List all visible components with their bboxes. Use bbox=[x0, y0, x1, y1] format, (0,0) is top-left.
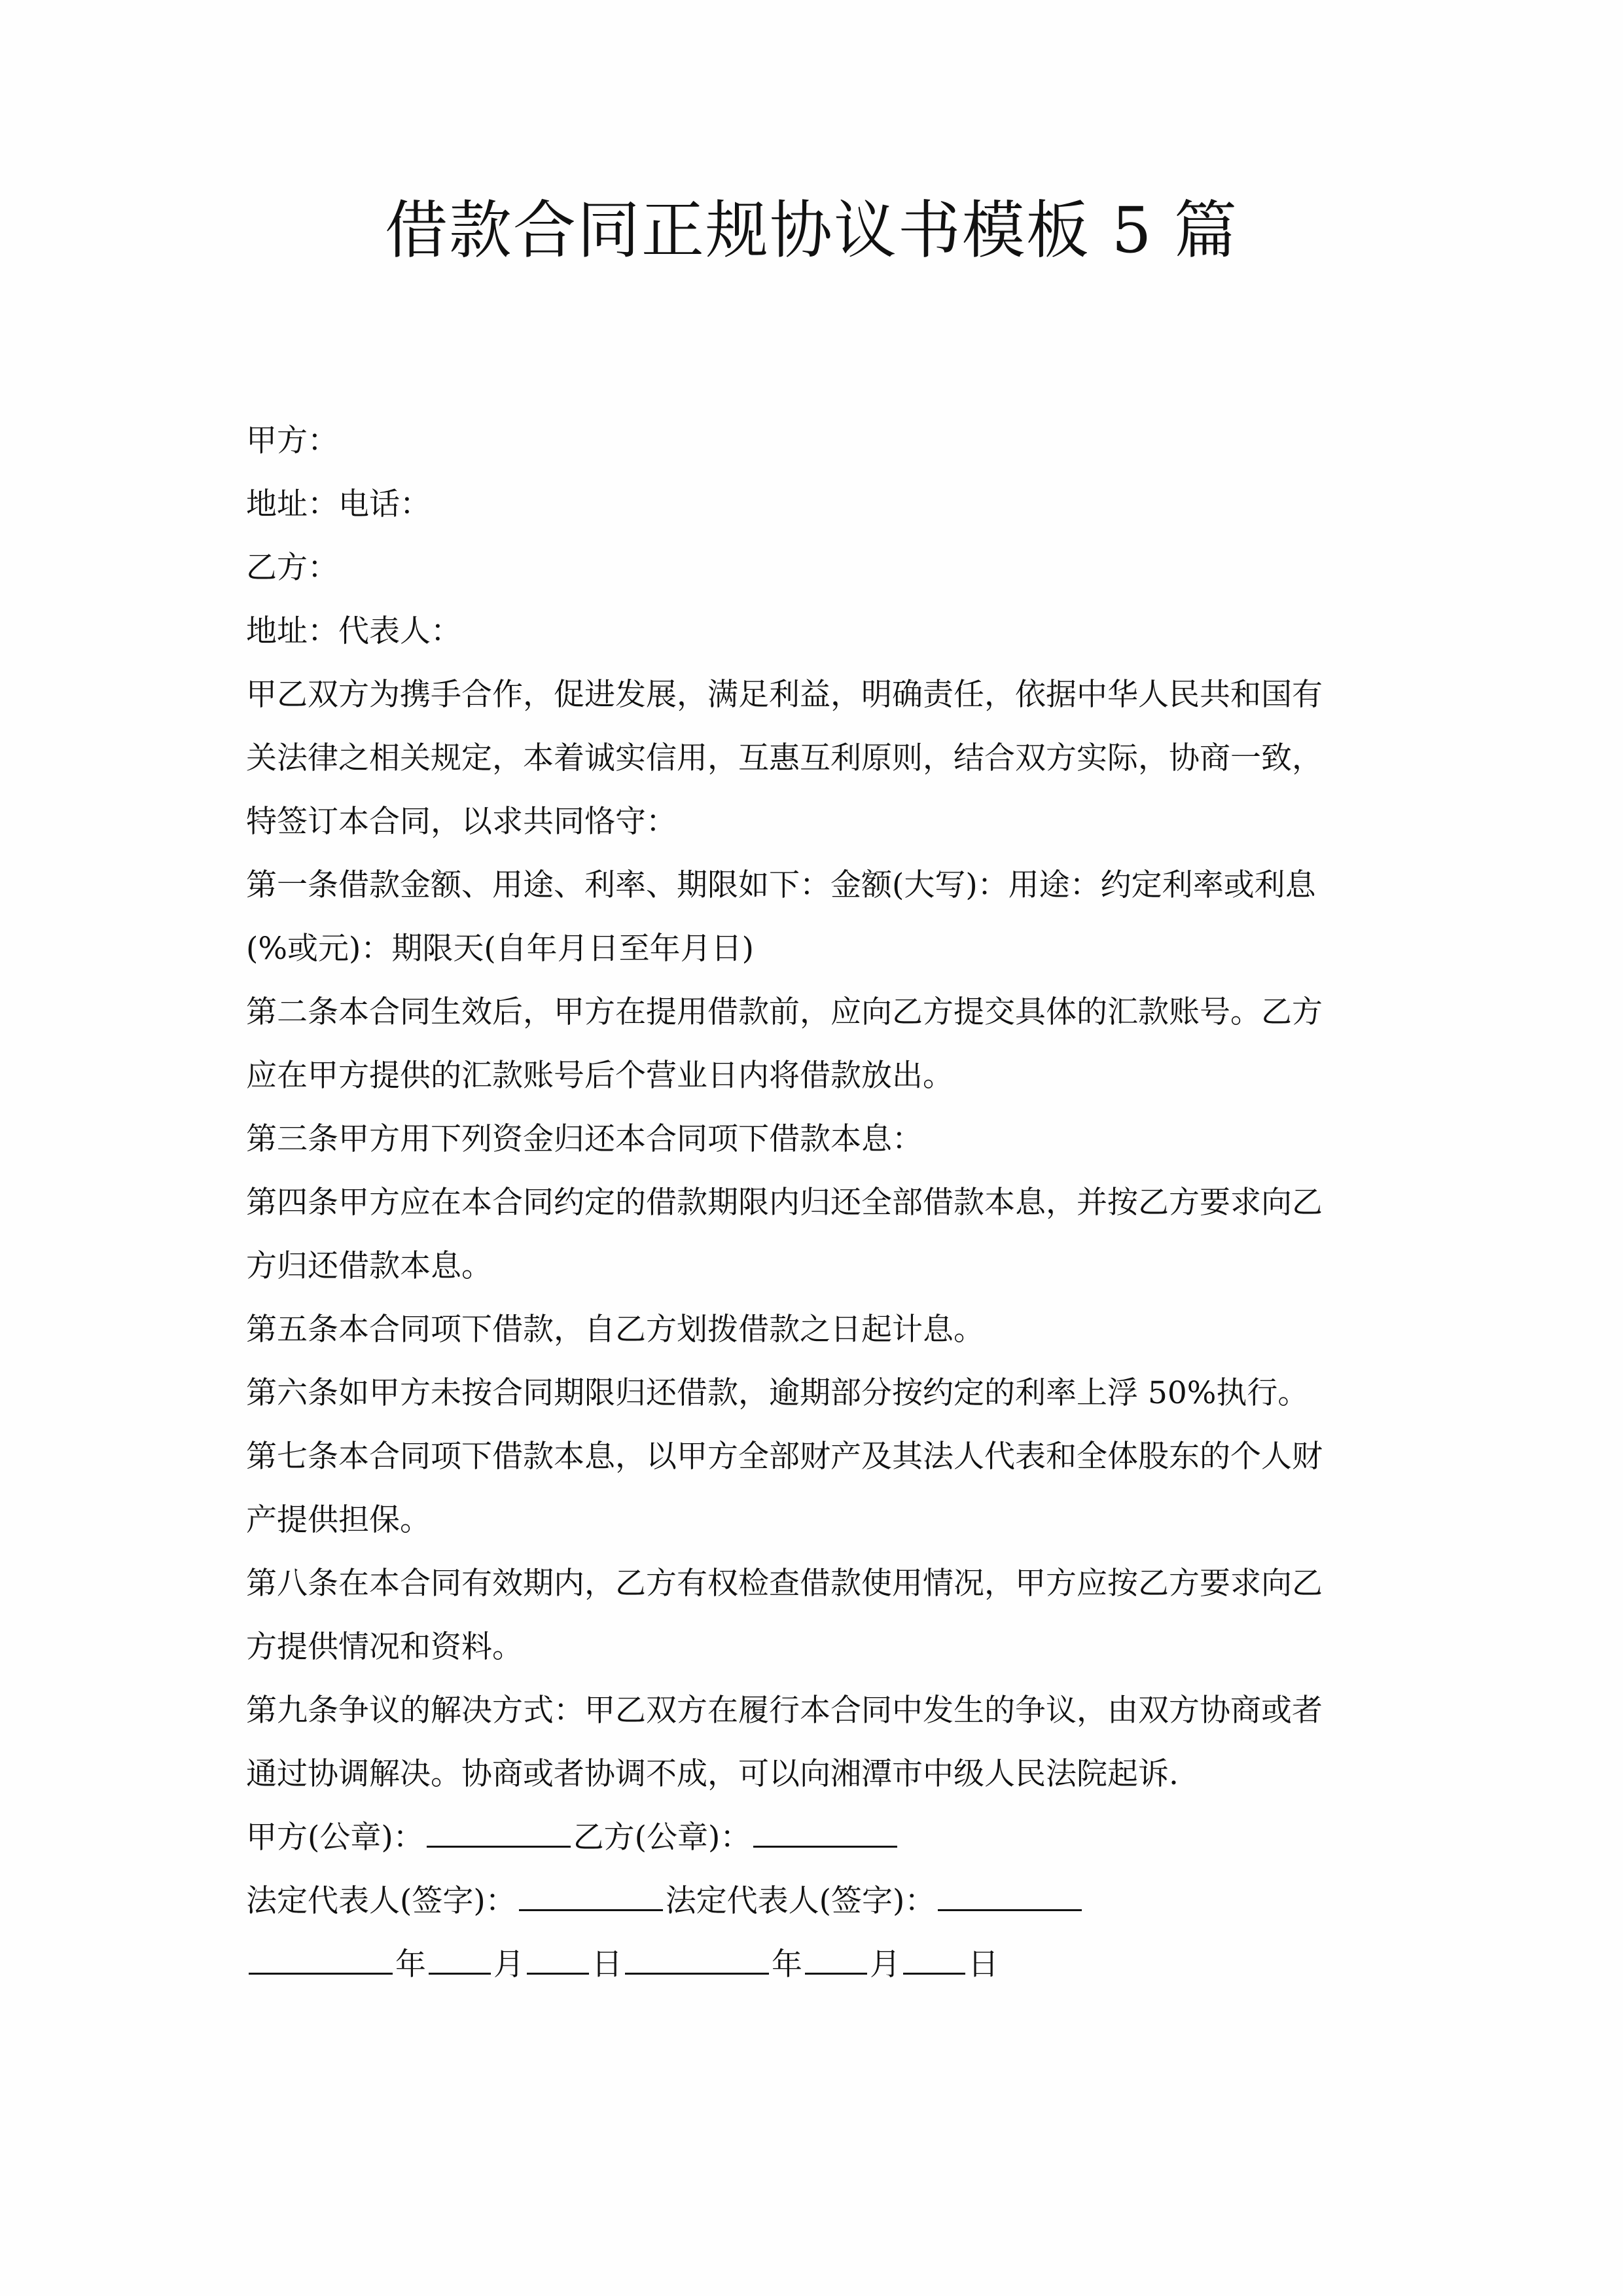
article-line: 第二条本合同生效后，甲方在提用借款前，应向乙方提交具体的汇款账号。乙方 bbox=[246, 994, 1323, 1030]
party-a-rep-label: 法定代表人(签字)： bbox=[246, 1883, 516, 1919]
article-4 bbox=[246, 1171, 1378, 1298]
party-a-label: 甲方： bbox=[246, 423, 338, 459]
preamble-paragraph bbox=[246, 663, 1378, 853]
article-line: 通过协调解决。协商或者协调不成，可以向湘潭市中级人民法院起诉. bbox=[246, 1756, 1179, 1792]
year-label: 年 bbox=[772, 1946, 802, 1982]
article-line: 第六条如甲方未按合同期限归还借款，逾期部分按约定的利率上浮 50%执行。 bbox=[246, 1375, 1309, 1411]
party-a-month-blank[interactable] bbox=[429, 1946, 491, 1975]
party-b-label: 乙方： bbox=[246, 550, 338, 586]
month-label: 月 bbox=[493, 1946, 524, 1982]
article-line: (%或元)：期限天(自年月日至年月日) bbox=[246, 931, 755, 967]
article-2 bbox=[246, 980, 1378, 1107]
document-body bbox=[246, 409, 1378, 1996]
party-b-rep-label: 法定代表人(签字)： bbox=[665, 1883, 936, 1919]
party-b-rep-blank[interactable] bbox=[938, 1883, 1082, 1911]
party-a-contact: 地址：电话： bbox=[246, 486, 431, 522]
preamble-line: 甲乙双方为携手合作，促进发展，满足利益，明确责任，依据中华人民共和国有 bbox=[246, 677, 1323, 713]
day-label: 日 bbox=[968, 1946, 999, 1982]
article-5 bbox=[246, 1298, 1378, 1361]
article-line: 第八条在本合同有效期内，乙方有权检查借款使用情况，甲方应按乙方要求向乙 bbox=[246, 1566, 1323, 1602]
article-line: 产提供担保。 bbox=[246, 1502, 431, 1538]
article-line: 第五条本合同项下借款，自乙方划拨借款之日起计息。 bbox=[246, 1312, 984, 1348]
representative-row bbox=[246, 1869, 1378, 1933]
year-label: 年 bbox=[395, 1946, 426, 1982]
article-7 bbox=[246, 1425, 1378, 1552]
party-b-day-blank[interactable] bbox=[903, 1946, 965, 1975]
party-b-contact: 地址：代表人： bbox=[246, 613, 461, 649]
article-line: 第九条争议的解决方式：甲乙双方在履行本合同中发生的争议，由双方协商或者 bbox=[246, 1693, 1323, 1729]
article-line: 方提供情况和资料。 bbox=[246, 1629, 523, 1665]
preamble-line: 关法律之相关规定，本着诚实信用，互惠互利原则，结合双方实际，协商一致， bbox=[246, 740, 1323, 776]
article-line: 第三条甲方用下列资金归还本合同项下借款本息： bbox=[246, 1121, 923, 1157]
article-line: 方归还借款本息。 bbox=[246, 1248, 492, 1284]
party-b-year-blank[interactable] bbox=[625, 1946, 769, 1975]
article-line: 第一条借款金额、用途、利率、期限如下：金额(大写)：用途：约定利率或利息 bbox=[246, 867, 1316, 903]
party-a-rep-blank[interactable] bbox=[519, 1883, 663, 1911]
party-b-month-blank[interactable] bbox=[805, 1946, 867, 1975]
article-8 bbox=[246, 1552, 1378, 1679]
party-a-seal-label: 甲方(公章)： bbox=[246, 1820, 424, 1856]
month-label: 月 bbox=[870, 1946, 901, 1982]
party-a-year-blank[interactable] bbox=[249, 1946, 393, 1975]
article-line: 第四条甲方应在本合同约定的借款期限内归还全部借款本息，并按乙方要求向乙 bbox=[246, 1185, 1323, 1221]
day-label: 日 bbox=[592, 1946, 622, 1982]
article-line: 应在甲方提供的汇款账号后个营业日内将借款放出。 bbox=[246, 1058, 954, 1094]
article-1 bbox=[246, 853, 1378, 980]
preamble-line: 特签订本合同，以求共同恪守： bbox=[246, 804, 677, 840]
seal-row bbox=[246, 1806, 1378, 1869]
party-a-seal-blank[interactable] bbox=[427, 1820, 571, 1848]
document-title: 借款合同正规协议书模板 5 篇 bbox=[384, 194, 1239, 267]
party-b-seal-label: 乙方(公章)： bbox=[573, 1820, 751, 1856]
article-line: 第七条本合同项下借款本息，以甲方全部财产及其法人代表和全体股东的个人财 bbox=[246, 1439, 1323, 1475]
party-a-day-blank[interactable] bbox=[527, 1946, 589, 1975]
party-b-seal-blank[interactable] bbox=[753, 1820, 897, 1848]
article-6 bbox=[246, 1361, 1378, 1425]
article-9 bbox=[246, 1679, 1378, 1806]
date-row bbox=[246, 1933, 1378, 1996]
article-3 bbox=[246, 1107, 1378, 1171]
